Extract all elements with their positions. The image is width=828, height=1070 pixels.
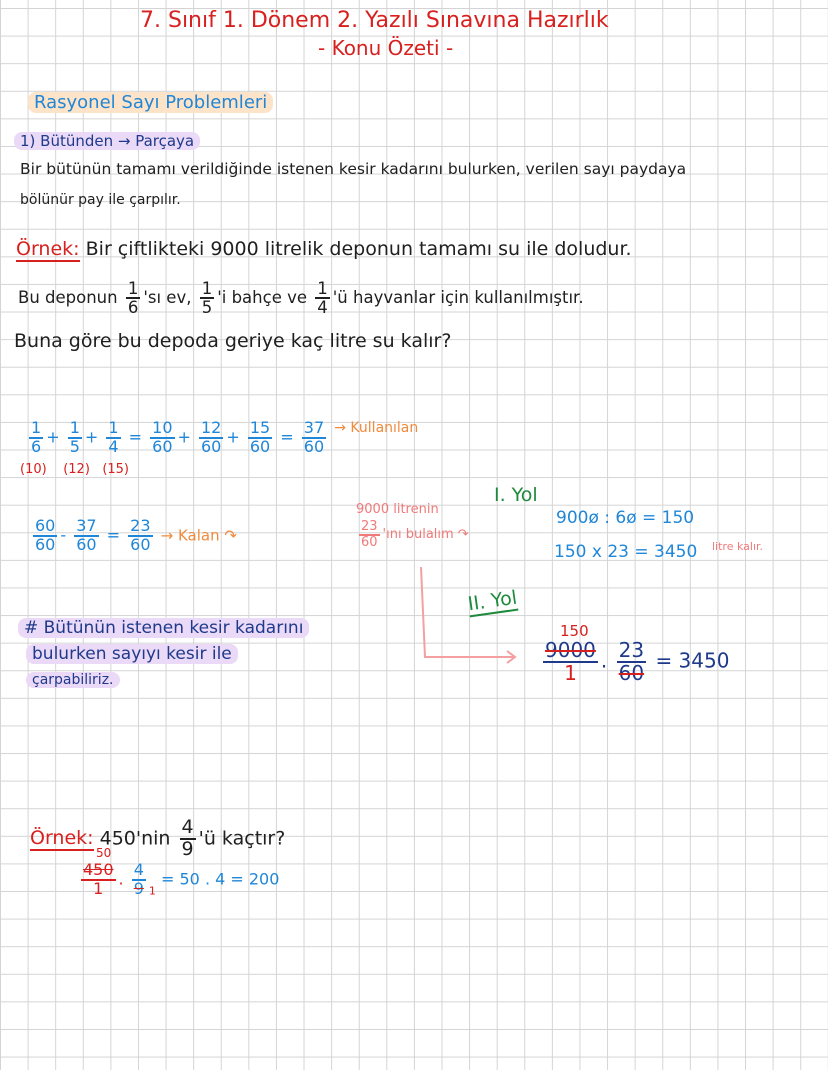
multipliers: (10) (12) (15) xyxy=(20,462,129,477)
example2-cancel-top: 50 xyxy=(96,846,112,860)
fraction: $\frac{1}{6}$ xyxy=(127,279,139,318)
remaining-equation: $\frac{60}{60}$ - $\frac{37}{60}$ = $\frac{23}{60}$ → Kalan ↷ xyxy=(35,516,237,554)
way1-line1: 900ø : 6ø = 150 xyxy=(556,508,695,528)
example2-equation: $\frac{450}{1}$ . $\frac{4}{9}$ 1 = 50 . 4 = 200 xyxy=(83,860,280,898)
example-label: Örnek: xyxy=(16,238,80,260)
example1-line2: Bu deponun $\frac{1}{6}$ 'sı ev, $\frac{1}{5}$ 'i bahçe ve $\frac{1}{4}$ 'ü hayvanlar için kullanılmıştır. xyxy=(18,279,584,318)
section-subtitle: 1) Bütünden → Parçaya xyxy=(14,132,200,150)
example2-question: Örnek: 450'nin $\frac{4}{9}$ 'ü kaçtır? xyxy=(30,816,286,860)
fraction: $\frac{1}{5}$ xyxy=(201,279,213,318)
tip-line-1: # Bütünün istenen kesir kadarını xyxy=(18,618,309,638)
way1-note: litre kalır. xyxy=(712,540,764,553)
way2-title: II. Yol xyxy=(466,586,519,616)
example1-line1: Örnek: Bir çiftlikteki 9000 litrelik deponun tamamı su ile doludur. xyxy=(16,238,632,260)
way2-equation: $\frac{9000}{1}$ . $\frac{23}{60}$ = 3450 xyxy=(545,638,730,685)
way2-cancel-top: 150 xyxy=(560,622,589,640)
sum-equation: $\frac{1}{6}$ + $\frac{1}{5}$ + $\frac{1}{4}$ = $\frac{10}{60}$ + $\frac{12}{60}$ + $\frac{15}{60}$ = $\frac{37}{60}$ → Kullanılan xyxy=(31,418,419,456)
tip-line-2: bulurken sayıyı kesir ile xyxy=(26,644,238,664)
page-subtitle: - Konu Özeti - xyxy=(318,36,454,60)
example1-question: Buna göre bu depoda geriye kaç litre su kalır? xyxy=(14,330,452,352)
section-title: Rasyonel Sayı Problemleri xyxy=(28,92,273,113)
find-note-1: 9000 litrenin xyxy=(356,502,439,517)
page-title: 7. Sınıf 1. Dönem 2. Yazılı Sınavına Hazırlık xyxy=(140,8,609,33)
rule-line-2: bölünür pay ile çarpılır. xyxy=(20,192,181,208)
way1-line2: 150 x 23 = 3450 xyxy=(554,542,698,562)
rule-line-1: Bir bütünün tamamı verildiğinde istenen kesir kadarını bulurken, verilen sayı paydaya xyxy=(20,160,687,178)
way1-title: I. Yol xyxy=(494,484,538,506)
fraction: $\frac{1}{4}$ xyxy=(317,279,328,318)
tip-line-3: çarpabiliriz. xyxy=(26,672,120,688)
find-note-2: $\frac{23}{60}$ 'ını bulalım ↷ xyxy=(361,519,469,550)
